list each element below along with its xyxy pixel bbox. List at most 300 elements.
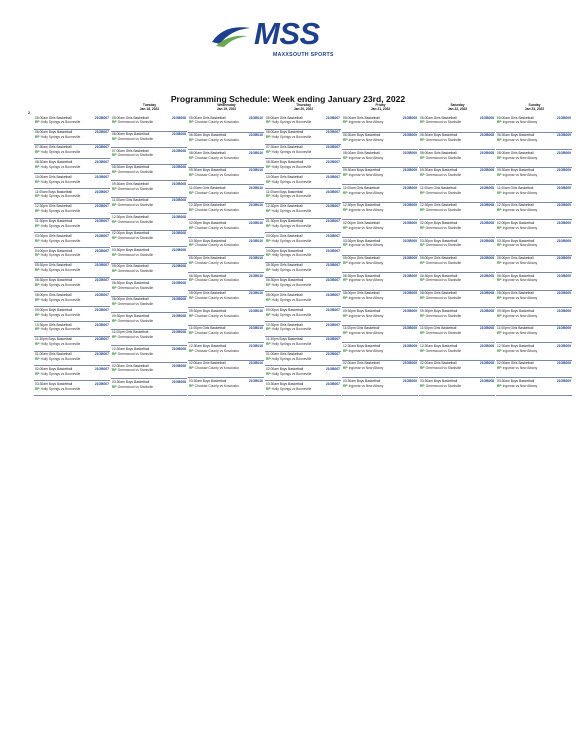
- schedule-entry: [342, 378, 418, 396]
- program-code: 21GB010: [248, 291, 263, 296]
- schedule-entry: [111, 198, 187, 215]
- entry-event: [112, 132, 186, 136]
- schedule-entry: [419, 220, 495, 238]
- program-code: 21GB008: [171, 363, 186, 368]
- schedule-entry: [34, 263, 110, 278]
- entry-event: [266, 190, 340, 194]
- entry-event: [266, 145, 340, 149]
- matchup-text: Greenwood vs Starkville: [117, 236, 154, 241]
- entry-event: [497, 326, 571, 330]
- matchup-text: Holly Springs vs Booneville: [271, 253, 312, 258]
- entry-matchup: [266, 120, 340, 124]
- entry-event: [266, 263, 340, 267]
- entry-time-sport: 03:30am Boys Basketball: [343, 379, 381, 384]
- schedule-entry: [419, 203, 495, 221]
- schedule-entry: [419, 361, 495, 379]
- matchup-text: Ingomar vs New Albany: [502, 366, 538, 371]
- entry-time-sport: 03:30am Boys Basketball: [35, 381, 73, 386]
- program-code: 21GB009: [402, 115, 417, 120]
- entry-time-sport: 11:00pm Girls Basketball: [420, 326, 457, 331]
- matchup-text: Ingomar vs New Albany: [348, 278, 384, 283]
- entry-event: [189, 326, 263, 330]
- entry-event: [343, 151, 417, 155]
- entry-event: [35, 160, 109, 164]
- entry-event: [189, 309, 263, 313]
- schedule-entry: [342, 308, 418, 326]
- schedule-entry: [265, 159, 341, 174]
- entry-time-sport: 03:30pm Boys Basketball: [420, 238, 458, 243]
- schedule-entry: [111, 280, 187, 297]
- entry-matchup: [266, 372, 340, 376]
- schedule-entry: [342, 168, 418, 186]
- entry-time-sport: 06:30pm Boys Basketball: [189, 273, 227, 278]
- program-code: 21GB008: [171, 280, 186, 285]
- matchup-text: Holly Springs vs Booneville: [271, 297, 312, 302]
- entry-time-sport: 08:30am Boys Basketball: [266, 159, 304, 164]
- entry-time-sport: 08:00am Girls Basketball: [420, 150, 457, 155]
- entry-time-sport: 12:30am Boys Basketball: [420, 343, 458, 348]
- matchup-text: Greenwood vs Starkville: [425, 120, 462, 125]
- entry-time-sport: 06:00am Boys Basketball: [112, 132, 150, 137]
- matchup-text: Greenwood vs Starkville: [425, 278, 462, 283]
- rating-tag: RP: [112, 351, 117, 356]
- entry-time-sport: 03:30am Boys Basketball: [497, 379, 535, 384]
- schedule-entry: [419, 133, 495, 151]
- entry-matchup: [266, 298, 340, 302]
- entry-time-sport: 08:00am Girls Basketball: [497, 150, 534, 155]
- entry-time-sport: 08:00am Girls Basketball: [343, 150, 380, 155]
- schedule-entry: [342, 115, 418, 133]
- rating-tag: RP: [112, 302, 117, 307]
- entry-event: [420, 133, 494, 137]
- rating-tag: RP: [35, 297, 40, 302]
- matchup-text: Choctaw County vs Kosciusko: [194, 296, 239, 301]
- schedule-entry: [342, 361, 418, 379]
- rating-tag: RP: [420, 383, 425, 388]
- matchup-text: Greenwood vs Starkville: [117, 335, 154, 340]
- schedule-entry: [419, 150, 495, 168]
- schedule-entry: [188, 133, 264, 151]
- entry-matchup: [420, 156, 494, 160]
- entry-event: [112, 364, 186, 368]
- entry-time-sport: 05:00am Girls Basketball: [112, 115, 149, 120]
- schedule-entry: [496, 308, 572, 326]
- rating-tag: RP: [35, 223, 40, 228]
- matchup-text: Greenwood vs Starkville: [425, 155, 462, 160]
- matchup-text: Ingomar vs New Albany: [348, 260, 384, 265]
- schedule-entry: [265, 263, 341, 278]
- schedule-entry: [111, 181, 187, 198]
- schedule-entry: [188, 238, 264, 256]
- schedule-entry: [419, 256, 495, 274]
- matchup-text: Ingomar vs New Albany: [348, 296, 384, 301]
- schedule-entry: [111, 313, 187, 330]
- entry-time-sport: 11:30pm Boys Basketball: [266, 337, 303, 342]
- rating-tag: RP: [112, 203, 117, 208]
- schedule-entry: [265, 130, 341, 145]
- entry-time-sport: 05:00pm Girls Basketball: [189, 256, 226, 261]
- swoosh-logo-icon: [210, 22, 252, 48]
- program-code: 21GB008: [171, 214, 186, 219]
- program-code: 21GB009: [402, 273, 417, 278]
- entry-matchup: [266, 387, 340, 391]
- rating-tag: RP: [343, 225, 348, 230]
- entry-matchup: [189, 366, 263, 370]
- rating-tag: RP: [266, 386, 271, 391]
- entry-matchup: [497, 331, 571, 335]
- program-code: 21GB007: [94, 233, 109, 238]
- program-code: 21GB008: [479, 308, 494, 313]
- entry-time-sport: 11:00pm Girls Basketball: [497, 326, 534, 331]
- entry-time-sport: 08:30am Boys Basketball: [112, 165, 150, 170]
- rating-tag: RP: [189, 190, 194, 195]
- entry-matchup: [343, 331, 417, 335]
- entry-time-sport: 11:00am Boys Basketball: [35, 189, 72, 194]
- entry-event: [420, 326, 494, 330]
- rating-tag: RP: [266, 283, 271, 288]
- rating-tag: RP: [266, 268, 271, 273]
- rating-tag: RP: [266, 371, 271, 376]
- entry-time-sport: 11:00am Girls Basketball: [420, 185, 457, 190]
- program-code: 21GB008: [171, 115, 186, 120]
- schedule-entry: [496, 326, 572, 344]
- schedule-entry: [188, 168, 264, 186]
- program-code: 21GB010: [248, 185, 263, 190]
- matchup-text: Holly Springs vs Booneville: [40, 179, 81, 184]
- entry-matchup: [35, 313, 109, 317]
- schedule-entry: [34, 219, 110, 234]
- entry-matchup: [112, 203, 186, 207]
- entry-matchup: [420, 138, 494, 142]
- entry-matchup: [420, 384, 494, 388]
- schedule-entry: [419, 291, 495, 309]
- entry-time-sport: 09:30pm Boys Basketball: [420, 308, 458, 313]
- matchup-text: Greenwood vs Starkville: [117, 203, 154, 208]
- schedule-entry: [342, 150, 418, 168]
- entry-time-sport: 05:00pm Girls Basketball: [497, 256, 534, 261]
- entry-event: [35, 293, 109, 297]
- entry-matchup: [266, 342, 340, 346]
- schedule-column: [419, 115, 495, 396]
- matchup-text: Holly Springs vs Booneville: [271, 371, 312, 376]
- entry-time-sport: 12:30pm Girls Basketball: [266, 204, 303, 209]
- schedule-grid: [34, 115, 576, 396]
- matchup-text: Greenwood vs Starkville: [117, 302, 154, 307]
- entry-matchup: [420, 296, 494, 300]
- matchup-text: Greenwood vs Starkville: [117, 136, 154, 141]
- rating-tag: RP: [35, 327, 40, 332]
- program-code: 21GB009: [556, 291, 571, 296]
- entry-matchup: [266, 239, 340, 243]
- schedule-entry: [111, 379, 187, 396]
- schedule-entry: [111, 346, 187, 363]
- matchup-text: Ingomar vs New Albany: [502, 155, 538, 160]
- program-code: 21GB007: [94, 159, 109, 164]
- entry-matchup: [189, 191, 263, 195]
- matchup-text: Choctaw County vs Kosciusko: [194, 173, 239, 178]
- program-code: 21GB009: [402, 150, 417, 155]
- entry-matchup: [35, 239, 109, 243]
- entry-matchup: [266, 209, 340, 213]
- entry-event: [35, 204, 109, 208]
- matchup-text: Ingomar vs New Albany: [502, 383, 538, 388]
- entry-time-sport: 03:30am Boys Basketball: [266, 381, 304, 386]
- entry-event: [189, 361, 263, 365]
- entry-event: [420, 361, 494, 365]
- matchup-text: Holly Springs vs Booneville: [271, 149, 312, 154]
- entry-event: [497, 116, 571, 120]
- program-code: 21GB010: [248, 133, 263, 138]
- entry-matchup: [35, 194, 109, 198]
- schedule-entry: [34, 248, 110, 263]
- entry-matchup: [343, 314, 417, 318]
- matchup-text: Choctaw County vs Kosciusko: [194, 260, 239, 265]
- program-code: 21GB009: [556, 238, 571, 243]
- program-code: 21GB008: [479, 361, 494, 366]
- entry-matchup: [35, 342, 109, 346]
- schedule-entry: [342, 185, 418, 203]
- rating-tag: RP: [420, 225, 425, 230]
- matchup-text: Holly Springs vs Booneville: [40, 283, 81, 288]
- program-code: 21GB010: [248, 150, 263, 155]
- entry-time-sport: 06:30pm Boys Basketball: [343, 273, 381, 278]
- rating-tag: RP: [343, 120, 348, 125]
- rating-tag: RP: [112, 368, 117, 373]
- entry-matchup: [112, 120, 186, 124]
- schedule-column: [188, 115, 264, 396]
- program-code: 21GB008: [171, 380, 186, 385]
- entry-matchup: [189, 156, 263, 160]
- program-code: 21GB007: [325, 278, 340, 283]
- program-code: 21GB009: [556, 256, 571, 261]
- entry-event: [35, 219, 109, 223]
- entry-event: [189, 274, 263, 278]
- entry-matchup: [35, 372, 109, 376]
- entry-event: [343, 203, 417, 207]
- entry-event: [189, 221, 263, 225]
- schedule-entry: [342, 343, 418, 361]
- schedule-entry: [111, 297, 187, 314]
- entry-time-sport: 03:30am Boys Basketball: [420, 379, 458, 384]
- matchup-text: Choctaw County vs Kosciusko: [194, 208, 239, 213]
- schedule-entry: [34, 381, 110, 396]
- entry-matchup: [35, 387, 109, 391]
- entry-matchup: [343, 384, 417, 388]
- rating-tag: RP: [112, 335, 117, 340]
- schedule-entry: [34, 322, 110, 337]
- rating-tag: RP: [35, 179, 40, 184]
- program-code: 21GB010: [248, 203, 263, 208]
- program-code: 21GB008: [171, 148, 186, 153]
- matchup-text: Ingomar vs New Albany: [348, 190, 384, 195]
- entry-matchup: [343, 296, 417, 300]
- rating-tag: RP: [189, 331, 194, 336]
- entry-matchup: [189, 349, 263, 353]
- entry-time-sport: 01:30pm Boys Basketball: [35, 219, 73, 224]
- schedule-entry: [34, 366, 110, 381]
- entry-event: [112, 248, 186, 252]
- entry-matchup: [266, 180, 340, 184]
- matchup-text: Ingomar vs New Albany: [502, 296, 538, 301]
- schedule-entry: [188, 203, 264, 221]
- rating-tag: RP: [35, 342, 40, 347]
- entry-time-sport: 02:00pm Boys Basketball: [420, 220, 458, 225]
- entry-event: [266, 116, 340, 120]
- program-code: 21GB007: [325, 189, 340, 194]
- entry-time-sport: 05:00am Girls Basketball: [189, 115, 226, 120]
- entry-matchup: [266, 165, 340, 169]
- rating-tag: RP: [189, 366, 194, 371]
- schedule-entry: [188, 150, 264, 168]
- rating-tag: RP: [497, 296, 502, 301]
- schedule-entry: [34, 145, 110, 160]
- rating-tag: RP: [35, 135, 40, 140]
- program-code: 21GB008: [479, 185, 494, 190]
- entry-event: [343, 168, 417, 172]
- schedule-entry: [34, 115, 110, 130]
- schedule-entry: [496, 168, 572, 186]
- entry-time-sport: 02:00am Boys Basketball: [35, 367, 73, 371]
- schedule-entry: [419, 378, 495, 396]
- matchup-text: Holly Springs vs Booneville: [271, 223, 312, 228]
- entry-event: [112, 314, 186, 318]
- entry-time-sport: 08:00pm Girls Basketball: [112, 297, 149, 302]
- entry-time-sport: 05:00pm Girls Basketball: [112, 264, 149, 269]
- rating-tag: RP: [343, 296, 348, 301]
- matchup-text: Greenwood vs Starkville: [425, 137, 462, 142]
- entry-matchup: [343, 226, 417, 230]
- entry-matchup: [497, 138, 571, 142]
- rating-tag: RP: [420, 331, 425, 336]
- entry-matchup: [112, 269, 186, 273]
- entry-event: [189, 168, 263, 172]
- entry-time-sport: 03:30pm Boys Basketball: [343, 238, 381, 243]
- program-code: 21GB009: [402, 185, 417, 190]
- program-code: 21GB007: [325, 293, 340, 298]
- day-date: Jan 22, 2022: [447, 107, 468, 111]
- entry-event: [266, 352, 340, 356]
- rating-tag: RP: [420, 366, 425, 371]
- day-header: [188, 103, 265, 111]
- entry-event: [420, 203, 494, 207]
- entry-time-sport: 03:30pm Boys Basketball: [112, 247, 150, 252]
- matchup-text: Choctaw County vs Kosciusko: [194, 366, 239, 371]
- entry-event: [112, 347, 186, 351]
- matchup-text: Holly Springs vs Booneville: [40, 238, 81, 243]
- rating-tag: RP: [497, 278, 502, 283]
- entry-event: [266, 278, 340, 282]
- entry-event: [420, 116, 494, 120]
- entry-time-sport: 02:00am Girls Basketball: [420, 361, 457, 366]
- rating-tag: RP: [420, 190, 425, 195]
- rating-tag: RP: [266, 149, 271, 154]
- entry-event: [343, 186, 417, 190]
- program-code: 21GB007: [325, 115, 340, 120]
- matchup-text: Choctaw County vs Kosciusko: [194, 348, 239, 353]
- matchup-text: Holly Springs vs Booneville: [40, 342, 81, 347]
- entry-event: [497, 133, 571, 137]
- entry-event: [112, 297, 186, 301]
- schedule-entry: [188, 115, 264, 133]
- entry-matchup: [343, 243, 417, 247]
- entry-matchup: [189, 261, 263, 265]
- entry-matchup: [420, 191, 494, 195]
- entry-matchup: [112, 187, 186, 191]
- entry-time-sport: 09:30am Boys Basketball: [343, 168, 381, 173]
- program-code: 21GB007: [325, 159, 340, 164]
- entry-event: [35, 278, 109, 282]
- entry-matchup: [189, 173, 263, 177]
- program-code: 21GB008: [171, 165, 186, 170]
- schedule-entry: [496, 203, 572, 221]
- entry-event: [343, 291, 417, 295]
- rating-tag: RP: [266, 357, 271, 362]
- schedule-entry: [342, 273, 418, 291]
- matchup-text: Ingomar vs New Albany: [502, 313, 538, 318]
- schedule-entry: [34, 174, 110, 189]
- entry-time-sport: 09:00pm Boys Basketball: [35, 307, 73, 312]
- program-code: 21GB007: [325, 263, 340, 268]
- entry-matchup: [112, 170, 186, 174]
- entry-event: [497, 344, 571, 348]
- entry-time-sport: 02:00pm Girls Basketball: [343, 220, 380, 225]
- entry-event: [189, 379, 263, 383]
- entry-matchup: [189, 208, 263, 212]
- rating-tag: RP: [112, 186, 117, 191]
- rating-tag: RP: [497, 120, 502, 125]
- entry-time-sport: 08:00pm Girls Basketball: [35, 293, 72, 298]
- schedule-entry: [342, 326, 418, 344]
- first-column-header: 2: [28, 111, 30, 115]
- entry-event: [266, 204, 340, 208]
- schedule-entry: [342, 291, 418, 309]
- day-name: Wednesday: [217, 103, 236, 107]
- entry-time-sport: 02:00am Girls Basketball: [343, 361, 380, 366]
- matchup-text: Ingomar vs New Albany: [502, 348, 538, 353]
- schedule-entry: [265, 337, 341, 352]
- entry-matchup: [420, 278, 494, 282]
- rating-tag: RP: [343, 260, 348, 265]
- matchup-text: Greenwood vs Starkville: [425, 260, 462, 265]
- rating-tag: RP: [497, 348, 502, 353]
- entry-event: [420, 291, 494, 295]
- program-code: 21GB007: [325, 204, 340, 209]
- schedule-entry: [111, 330, 187, 347]
- entry-time-sport: 06:30am Boys Basketball: [343, 133, 381, 138]
- matchup-text: Holly Springs vs Booneville: [271, 135, 312, 140]
- entry-event: [420, 168, 494, 172]
- entry-event: [189, 256, 263, 260]
- rating-tag: RP: [112, 153, 117, 158]
- program-code: 21GB009: [402, 220, 417, 225]
- schedule-entry: [111, 247, 187, 264]
- day-date: Jan 23, 2022: [524, 107, 545, 111]
- day-headers: [34, 103, 576, 115]
- entry-time-sport: 06:30pm Boys Basketball: [112, 280, 150, 285]
- entry-time-sport: 06:00am Boys Basketball: [35, 130, 73, 135]
- rating-tag: RP: [189, 137, 194, 142]
- rating-tag: RP: [112, 236, 117, 241]
- entry-matchup: [420, 208, 494, 212]
- program-code: 21GB009: [556, 150, 571, 155]
- entry-matchup: [35, 268, 109, 272]
- entry-time-sport: 02:00am Girls Basketball: [112, 363, 149, 368]
- entry-time-sport: 06:30pm Boys Basketball: [420, 273, 458, 278]
- entry-time-sport: 11:00am Boys Basketball: [266, 189, 303, 194]
- matchup-text: Ingomar vs New Albany: [502, 173, 538, 178]
- entry-event: [497, 168, 571, 172]
- matchup-text: Holly Springs vs Booneville: [40, 253, 81, 258]
